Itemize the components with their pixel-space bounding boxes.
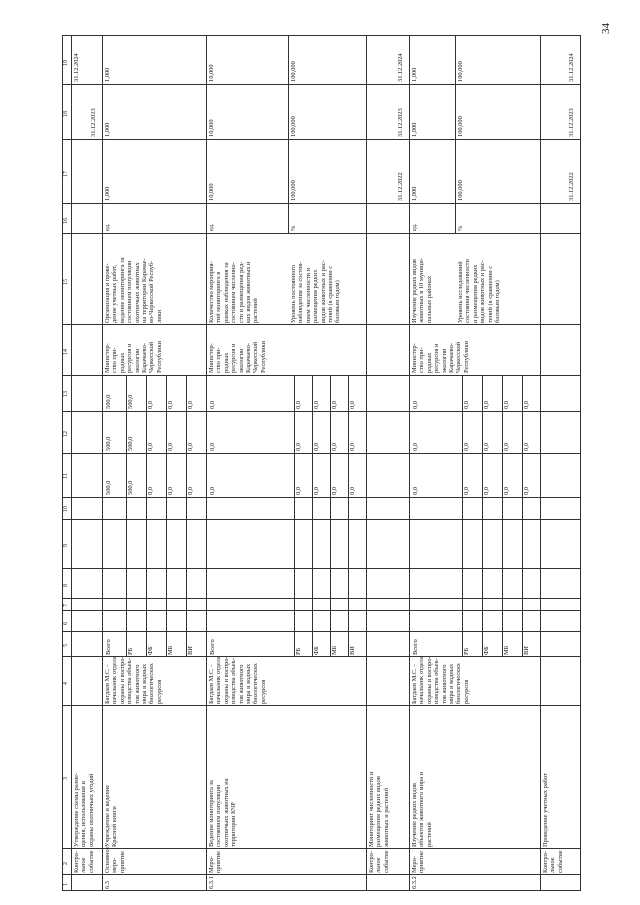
control-1-kind: Контро- льное событие (73, 850, 95, 873)
row-6-3-2-number: 6.3.2 (411, 876, 418, 889)
col-header-5: 5 (63, 644, 69, 647)
row-6-3-v11-total: 500,0 (105, 480, 112, 495)
rule-col17-16 (62, 203, 581, 204)
row-6-3-2-v18-1: 1,000 (411, 122, 418, 137)
col-header-18: 18 (63, 111, 69, 117)
row-6-3-1-v13-fb: 0,0 (313, 401, 320, 409)
row-6-3-1-v12-vi: 0,0 (349, 443, 356, 451)
row-6-3-1-name: Ведение мониторинга за состоянием популяции охотничьих животных на территории КЧР (208, 778, 238, 847)
row-6-3-1-v13-vi: 0,0 (349, 401, 356, 409)
row-6-3-1-v11-fb: 0,0 (313, 487, 320, 495)
col-header-17: 17 (63, 171, 69, 177)
rule-col18-17 (62, 139, 581, 140)
row-6-3-1-src-vi: ВИ (349, 646, 356, 655)
subrule-6-3-1-indicators (288, 35, 289, 233)
row-6-3-name: Учреждение и ведение Красной книги (104, 784, 119, 847)
row-6-3-1-src-rb: РБ (295, 647, 302, 655)
row-6-3-v13-mb: 0,0 (167, 401, 174, 409)
control-2-date-19: 31.12.2024 (397, 53, 404, 82)
row-6-3-2-v12-mb: 0,0 (503, 443, 510, 451)
row-6-3-v13-vi: 0,0 (187, 401, 194, 409)
control-2-kind: Контро- льное событие (368, 850, 390, 873)
rule-col12-11 (62, 453, 581, 454)
row-6-3-1-v17-1: 10,000 (208, 183, 215, 201)
control-3-date-19: 31.12.2024 (568, 53, 575, 82)
control-3-kind: Контро- льное событие (542, 850, 564, 873)
col-header-13: 13 (63, 391, 69, 397)
row-6-3-2-v11-mb: 0,0 (503, 487, 510, 495)
rule-header (71, 35, 72, 891)
row-6-3-1-v12-fb: 0,0 (313, 443, 320, 451)
row-6-3-v18: 1,000 (104, 122, 111, 137)
row-6-3-2-v13-mb: 0,0 (503, 401, 510, 409)
col-header-3: 3 (63, 777, 69, 780)
row-6-3-2-unit-1: ед. (411, 223, 418, 231)
rule-col4-3 (62, 705, 581, 706)
row-6-3-1-v18-2: 100,000 (290, 116, 297, 137)
row-6-3-2-v19-1: 1,000 (411, 67, 418, 82)
row-6-3-v12-vi: 0,0 (187, 443, 194, 451)
row-6-3-2-v13-fb: 0,0 (483, 401, 490, 409)
row-6-3-1-number: 6.3.1 (208, 876, 215, 889)
row-6-3-v11-vi: 0,0 (187, 487, 194, 495)
row-6-3-date-18: 31.12.2023 (90, 108, 97, 137)
row-6-3-2-v11-total: 0,0 (412, 487, 419, 495)
rule-row-6-3-2 (540, 35, 541, 891)
row-6-3-src-mb: МБ (167, 645, 174, 655)
row-6-3-2-kind: Меро- приятие (411, 850, 426, 873)
row-6-3-kind: Основное меро- приятие (104, 846, 126, 873)
col-header-7: 7 (63, 604, 69, 607)
row-6-3-2-v12-vi: 0,0 (523, 443, 530, 451)
row-6-3-2-src-vi: ВИ (523, 646, 530, 655)
row-6-3-v17: 1,000 (104, 186, 111, 201)
row-6-3-executor: Министер- ство при- родных ресурсов и экологии Карачаево- Черкесской Республики (104, 340, 163, 373)
rule-col19-18 (62, 84, 581, 85)
row-6-3-2-v17-2: 100,000 (457, 180, 464, 201)
col-header-10: 10 (63, 506, 69, 512)
row-6-3-1-v18-1: 10,000 (208, 119, 215, 137)
row-6-3-1-v11-mb: 0,0 (331, 487, 338, 495)
row-6-3-1-unit-1: ед. (208, 223, 215, 231)
row-6-3-2-v13-total: 0,0 (412, 401, 419, 409)
col-header-11: 11 (63, 473, 69, 479)
row-6-3-2-executor: Министер- ство при- родных ресурсов и экологии Карачаево- Черкесской Республики (411, 340, 470, 373)
control-2-date-18: 31.12.2023 (397, 108, 404, 137)
border-right (580, 35, 581, 891)
row-6-3-2-src-rb: РБ (463, 647, 470, 655)
row-6-3-1-v11-rb: 0,0 (295, 487, 302, 495)
row-6-3-v13-fb: 0,0 (147, 401, 154, 409)
col-header-16: 16 (63, 218, 69, 224)
control-3-date-17: 31.12.2022 (568, 172, 575, 201)
col-header-2: 2 (63, 862, 69, 865)
col-header-9: 9 (63, 544, 69, 547)
row-6-3-v11-rb: 500,0 (127, 480, 134, 495)
control-3-date-18: 31.12.2023 (568, 108, 575, 137)
control-1-name: Утверждение схемы разме- щения, использования и охраны охотничьих угодий (73, 772, 95, 847)
row-6-3-1-v19-1: 10,000 (208, 64, 215, 82)
row-6-3-src-rb: РБ (127, 647, 134, 655)
row-6-3-2-v11-fb: 0,0 (483, 487, 490, 495)
rule-col10-9 (62, 519, 581, 520)
row-6-3-1-kind: Меро- приятие (208, 850, 223, 873)
row-6-3-number: 6.3 (104, 881, 111, 889)
border-top (62, 35, 581, 36)
row-6-3-2-v17-1: 1,000 (411, 186, 418, 201)
col-header-4: 4 (63, 682, 69, 685)
row-6-3-v13-rb: 500,0 (127, 394, 134, 409)
row-6-3-1-v13-total: 0,0 (209, 401, 216, 409)
row-6-3-v12-rb: 500,0 (127, 436, 134, 451)
row-6-3-1-indicator-2: Уровень постоянного наблюдения за состоя- нием численности и размещения редких видов животных и рас- тений (в сравнении с базовым годом) (290, 260, 342, 323)
row-6-3-1-src-total: Всего (209, 639, 216, 655)
row-6-3-1-v13-mb: 0,0 (331, 401, 338, 409)
control-2-date-17: 31.12.2022 (397, 172, 404, 201)
row-6-3-1-v11-vi: 0,0 (349, 487, 356, 495)
control-2-name: Мониторинг численности и размещения редких видов животных и растений (368, 771, 390, 847)
rule-control-2 (409, 35, 410, 891)
row-6-3-1-indicator-1: Количество мероприя- тий мониторинга в рамках наблюдения за состоянием численно- сти и размещения ред- ких видов животных и растений (208, 261, 260, 323)
col-header-6: 6 (63, 622, 69, 625)
row-6-3-2-v18-2: 100,000 (457, 116, 464, 137)
row-6-3-1-v13-rb: 0,0 (295, 401, 302, 409)
page-number: 34 (600, 23, 612, 34)
row-6-3-1-unit-2: % (290, 225, 297, 231)
rule-col2-1 (62, 874, 581, 875)
col-header-8: 8 (63, 584, 69, 587)
row-6-3-2-v13-rb: 0,0 (463, 401, 470, 409)
row-6-3-1-src-mb: МБ (331, 645, 338, 655)
row-6-3-2-src-total: Всего (412, 639, 419, 655)
row-6-3-2-src-mb: МБ (503, 645, 510, 655)
row-6-3-v12-mb: 0,0 (167, 443, 174, 451)
row-6-3-2-responsible: Батдаев М.С. - начальник отдела охраны и воспро- изводства объек- тов животного мира и водных биологических ресурсов (411, 656, 470, 704)
col-header-19: 19 (63, 60, 69, 66)
border-bottom (62, 890, 581, 891)
rule-col9-8 (62, 568, 581, 569)
control-1-date-19: 31.12.2024 (73, 53, 80, 82)
row-6-3-indicator: Организация и прове- дение учетных работ, ведение мониторинга за состоянием популяции охотничьих животных на территории Карачае- во-Черкесской Респуб- лики (104, 257, 163, 323)
row-6-3-2-v12-rb: 0,0 (463, 443, 470, 451)
row-6-3-unit: ед. (104, 223, 111, 231)
row-6-3-2-v11-rb: 0,0 (463, 487, 470, 495)
row-6-3-1-executor: Министер- ство при- родных ресурсов и экологии Карачаево- Черкесской Республики (208, 340, 267, 373)
row-6-3-1-v12-mb: 0,0 (331, 443, 338, 451)
row-6-3-responsible: Батдаев М.С. - начальник отдела охраны и воспро- изводства объек- тов животного мира и водных биологических ресурсов (104, 656, 163, 704)
row-6-3-2-v12-total: 0,0 (412, 443, 419, 451)
row-6-3-1-v12-rb: 0,0 (295, 443, 302, 451)
row-6-3-v19: 1,000 (104, 67, 111, 82)
table-grid (62, 35, 581, 890)
rule-col13-12 (62, 411, 581, 412)
rule-col7-6 (62, 610, 581, 611)
row-6-3-2-src-fb: ФБ (483, 646, 490, 655)
row-6-3-2-indicator-2: Уровень исследований состояния численности и размещения редких видов животных и рас- тений (в сравнении с базовым годом) (457, 259, 502, 323)
row-6-3-2-name: Изучение редких видов объектов животного мира и растений (411, 771, 433, 847)
row-6-3-1-v19-2: 100,000 (290, 61, 297, 82)
rule-row-6-3-1 (366, 35, 367, 891)
row-6-3-1-v11-total: 0,0 (209, 487, 216, 495)
row-6-3-src-total: Всего (105, 639, 112, 655)
row-6-3-2-v19-2: 100,000 (457, 61, 464, 82)
row-6-3-v13-total: 500,0 (105, 394, 112, 409)
col-header-12: 12 (63, 431, 69, 437)
subrule-6-3-2-indicators (455, 35, 456, 233)
row-6-3-v11-fb: 0,0 (147, 487, 154, 495)
rule-row-6-3 (206, 35, 207, 891)
row-6-3-v12-total: 500,0 (105, 436, 112, 451)
control-3-name: Проведение учетных работ (542, 773, 549, 847)
row-6-3-2-unit-2: % (457, 225, 464, 231)
row-6-3-1-v17-2: 100,000 (290, 180, 297, 201)
row-6-3-1-responsible: Батдаев М.С. - начальник отдела охраны и воспро- изводства объек- тов животного мира и водных биологических ресурсов (208, 656, 267, 704)
rule-control-1 (102, 35, 103, 891)
rule-col11-10 (62, 497, 581, 498)
col-header-1: 1 (63, 883, 69, 886)
row-6-3-2-v13-vi: 0,0 (523, 401, 530, 409)
col-header-15: 15 (63, 279, 69, 285)
row-6-3-2-v11-vi: 0,0 (523, 487, 530, 495)
row-6-3-src-fb: ФБ (147, 646, 154, 655)
row-6-3-1-src-fb: ФБ (313, 646, 320, 655)
row-6-3-2-v12-fb: 0,0 (483, 443, 490, 451)
row-6-3-2-indicator-1: Изучение редких видов животных в 10 муници- пальных районах (411, 258, 433, 323)
col-header-14: 14 (63, 349, 69, 355)
row-6-3-v12-fb: 0,0 (147, 443, 154, 451)
row-6-3-v11-mb: 0,0 (167, 487, 174, 495)
rule-col3-2 (62, 848, 581, 849)
row-6-3-src-vi: ВИ (187, 646, 194, 655)
row-6-3-1-v12-total: 0,0 (209, 443, 216, 451)
rule-col8-7 (62, 598, 581, 599)
